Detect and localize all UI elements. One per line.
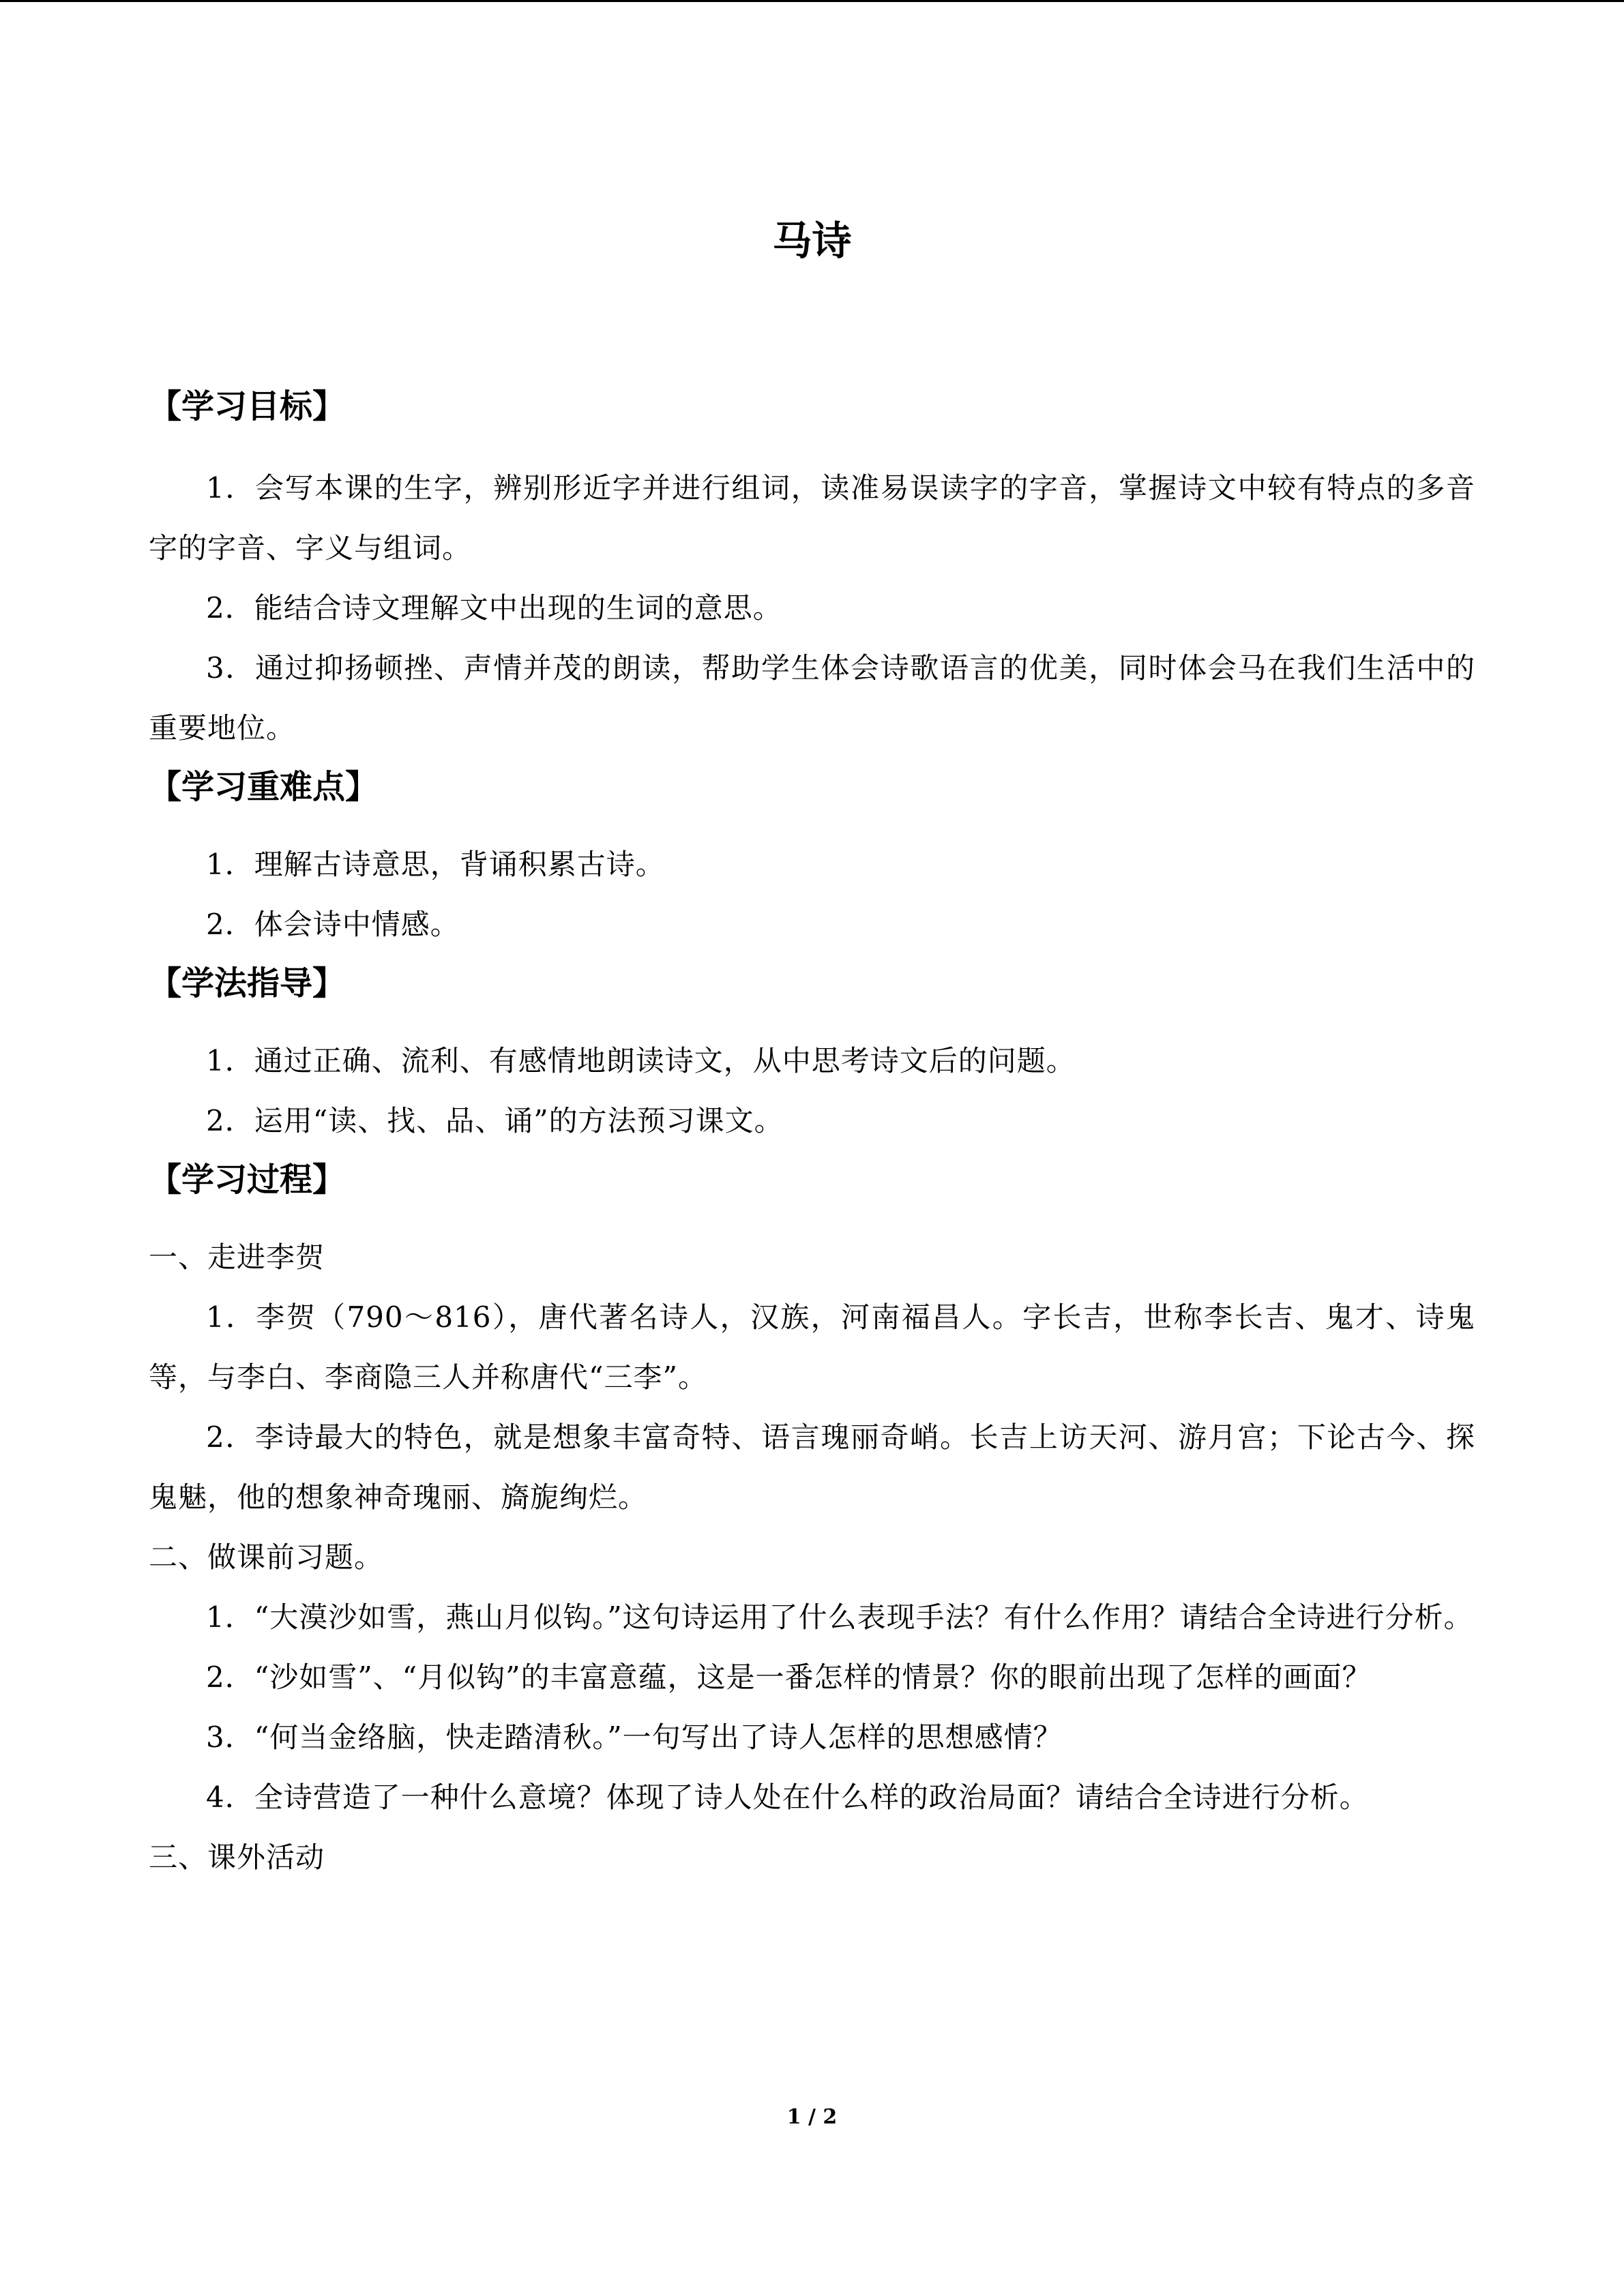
process-part2-item-2: 2．“沙如雪”、“月似钩”的丰富意蕴，这是一番怎样的情景？你的眼前出现了怎样的画面？ bbox=[206, 1660, 1372, 1694]
section-objectives bbox=[149, 382, 1475, 758]
top-border-line bbox=[0, 0, 1624, 2]
process-part2-item-1: 1．“大漠沙如雪，燕山月似钩。”这句诗运用了什么表现手法？有什么作用？请结合全诗进行分析。 bbox=[206, 1600, 1473, 1634]
process-part1-item-1: 1．李贺（790～816），唐代著名诗人，汉族，河南福昌人。字长吉，世称李长吉、鬼才、诗鬼等，与李白、李商隐三人并称唐代“三李”。 bbox=[149, 1300, 1475, 1394]
spacer bbox=[149, 821, 1475, 835]
section-process bbox=[149, 1151, 1475, 1888]
page-number: 1 / 2 bbox=[786, 2105, 838, 2129]
spacer bbox=[149, 445, 1475, 458]
objective-item-2: 2．能结合诗文理解文中出现的生词的意思。 bbox=[206, 591, 782, 625]
section-key-points bbox=[149, 758, 1475, 955]
section-heading-key-points: 【学习重难点】 bbox=[149, 768, 379, 806]
section-heading-objectives: 【学习目标】 bbox=[149, 387, 346, 426]
process-part1-title: 一、走进李贺 bbox=[149, 1240, 325, 1274]
objective-item-3: 3．通过抑扬顿挫、声情并茂的朗读，帮助学生体会诗歌语言的优美，同时体会马在我们生活中的重要地位。 bbox=[149, 651, 1475, 745]
document-body bbox=[149, 382, 1475, 1888]
key-point-item-1: 1．理解古诗意思，背诵积累古诗。 bbox=[206, 848, 665, 881]
spacer bbox=[149, 1214, 1475, 1227]
section-heading-method: 【学法指导】 bbox=[149, 964, 346, 1002]
method-item-1: 1．通过正确、流利、有感情地朗读诗文，从中思考诗文后的问题。 bbox=[206, 1044, 1076, 1077]
method-item-2: 2．运用“读、找、品、诵”的方法预习课文。 bbox=[206, 1104, 784, 1137]
process-part2-item-4: 4．全诗营造了一种什么意境？体现了诗人处在什么样的政治局面？请结合全诗进行分析。 bbox=[206, 1780, 1369, 1814]
section-heading-process: 【学习过程】 bbox=[149, 1161, 346, 1199]
process-part2-item-3: 3．“何当金络脑，快走踏清秋。”一句写出了诗人怎样的思想感情？ bbox=[206, 1720, 1063, 1754]
spacer bbox=[149, 1017, 1475, 1031]
process-part1-item-2: 2．李诗最大的特色，就是想象丰富奇特、语言瑰丽奇峭。长吉上访天河、游月宫；下论古今、探鬼魅，他的想象神奇瑰丽、旖旎绚烂。 bbox=[149, 1420, 1475, 1514]
document-title: 马诗 bbox=[772, 218, 852, 264]
objective-item-1: 1．会写本课的生字，辨别形近字并进行组词，读准易误读字的字音，掌握诗文中较有特点的多音字的字音、字义与组词。 bbox=[149, 471, 1475, 565]
key-point-item-2: 2．体会诗中情感。 bbox=[206, 908, 460, 941]
process-part2-title: 二、做课前习题。 bbox=[149, 1540, 384, 1574]
process-part3-title: 三、课外活动 bbox=[149, 1840, 325, 1874]
section-method bbox=[149, 955, 1475, 1151]
